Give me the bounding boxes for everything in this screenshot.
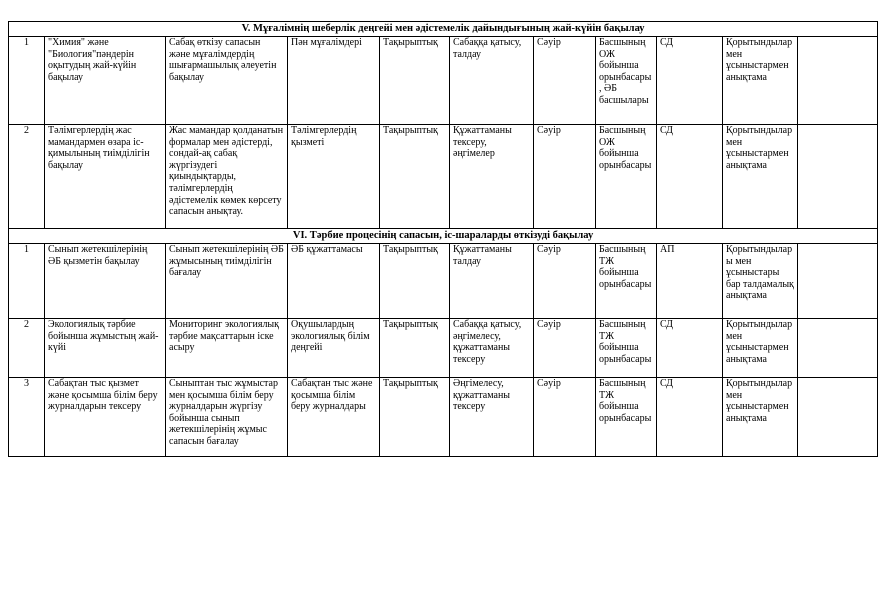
control-plan-table xyxy=(8,21,878,457)
cell-control-goal: Мониторинг экологиялық тәрбие мақсаттарын іске асыру xyxy=(166,319,288,378)
cell-review-place: СД xyxy=(657,125,723,229)
cell-control-object: Экологиялық тәрбие бойынша жұмыстың жай-күйі xyxy=(45,319,166,378)
cell-control-goal: Сыныптан тыс жұмыстар мен қосымша білім беру журналдарын жүргізу бойынша сынып жетекшілерінің жұмыс сапасын бағалау xyxy=(166,378,288,457)
table-row xyxy=(9,244,878,319)
cell-control-form: Тақырыптық xyxy=(380,378,450,457)
cell-outcome: Қорытындылар мен ұсыныстармен анықтама xyxy=(723,37,798,125)
cell-review-place: СД xyxy=(657,378,723,457)
cell-control-object: Сабақтан тыс қызмет және қосымша білім беру журналдарын тексеру xyxy=(45,378,166,457)
cell-row-number: 1 xyxy=(9,244,45,319)
table-row xyxy=(9,37,878,125)
table-row xyxy=(9,319,878,378)
table-row xyxy=(9,378,878,457)
cell-control-object: "Химия" және "Биология"пәндерін оқытудың жай-күйін бақылау xyxy=(45,37,166,125)
cell-outcome: Қорытындылар мен ұсыныстармен анықтама xyxy=(723,378,798,457)
cell-term: Сәуір xyxy=(534,378,596,457)
cell-term: Сәуір xyxy=(534,125,596,229)
cell-review-place: СД xyxy=(657,37,723,125)
cell-control-subject: Оқушылардың экологиялық білім деңгейі xyxy=(288,319,380,378)
cell-responsible: Басшының ТЖ бойынша орынбасары xyxy=(596,319,657,378)
cell-control-goal: Жас мамандар қолданатын формалар мен әдістерді, сондай-ақ сабақ жүргізудегі қиындықтарды, тәлімгерлердің әдістемелік көмек көрсету сапасын анықтау. xyxy=(166,125,288,229)
cell-note xyxy=(798,37,878,125)
section-vi-title: VI. Тәрбие процесінің сапасын, іс-шараларды өткізуді бақылау xyxy=(9,229,878,244)
cell-row-number: 2 xyxy=(9,125,45,229)
cell-control-object: Тәлімгерлердің жас мамандармен өзара іс-қимылының тиімділігін бақылау xyxy=(45,125,166,229)
cell-term: Сәуір xyxy=(534,37,596,125)
cell-outcome: Қорытындылар мен ұсыныстармен анықтама xyxy=(723,125,798,229)
cell-control-form: Тақырыптық xyxy=(380,37,450,125)
cell-control-object: Сынып жетекшілерінің ӘБ қызметін бақылау xyxy=(45,244,166,319)
cell-review-place: СД xyxy=(657,319,723,378)
cell-control-method: Сабаққа қатысу, талдау xyxy=(450,37,534,125)
section-v-header-row xyxy=(9,22,878,37)
cell-control-form: Тақырыптық xyxy=(380,125,450,229)
cell-control-method: Әңгімелесу, құжаттаманы тексеру xyxy=(450,378,534,457)
cell-responsible: Басшының ТЖ бойынша орынбасары xyxy=(596,378,657,457)
cell-row-number: 1 xyxy=(9,37,45,125)
cell-responsible: Басшының ТЖ бойынша орынбасары xyxy=(596,244,657,319)
cell-responsible: Басшының ОЖ бойынша орынбасары xyxy=(596,125,657,229)
section-vi-header-row xyxy=(9,229,878,244)
cell-control-method: Құжаттаманы талдау xyxy=(450,244,534,319)
cell-control-subject: Пән мұғалімдері xyxy=(288,37,380,125)
table-row xyxy=(9,125,878,229)
cell-control-form: Тақырыптық xyxy=(380,244,450,319)
cell-outcome: Қорытындылары мен ұсыныстары бар талдамалық анықтама xyxy=(723,244,798,319)
cell-control-subject: Сабақтан тыс және қосымша білім беру журналдары xyxy=(288,378,380,457)
cell-row-number: 2 xyxy=(9,319,45,378)
cell-term: Сәуір xyxy=(534,244,596,319)
cell-outcome: Қорытындылар мен ұсыныстармен анықтама xyxy=(723,319,798,378)
cell-control-form: Тақырыптық xyxy=(380,319,450,378)
cell-term: Сәуір xyxy=(534,319,596,378)
cell-control-subject: ӘБ құжаттамасы xyxy=(288,244,380,319)
cell-note xyxy=(798,244,878,319)
cell-control-method: Құжаттаманы тексеру, әңгімелер xyxy=(450,125,534,229)
cell-control-goal: Сабақ өткізу сапасын және мұғалімдердің шығармашылық әлеуетін бақылау xyxy=(166,37,288,125)
cell-control-method: Сабаққа қатысу, әңгімелесу, құжаттаманы тексеру xyxy=(450,319,534,378)
section-v-title: V. Мұғалімнің шеберлік деңгейі мен әдістемелік дайындығының жай-күйін бақылау xyxy=(9,22,878,37)
cell-row-number: 3 xyxy=(9,378,45,457)
cell-control-subject: Тәлімгерлердің қызметі xyxy=(288,125,380,229)
cell-review-place: АП xyxy=(657,244,723,319)
cell-note xyxy=(798,378,878,457)
cell-note xyxy=(798,125,878,229)
cell-control-goal: Сынып жетекшілерінің ӘБ жұмысының тиімділігін бағалау xyxy=(166,244,288,319)
cell-responsible: Басшының ОЖ бойынша орынбасары, ӘБ басшылары xyxy=(596,37,657,125)
cell-note xyxy=(798,319,878,378)
